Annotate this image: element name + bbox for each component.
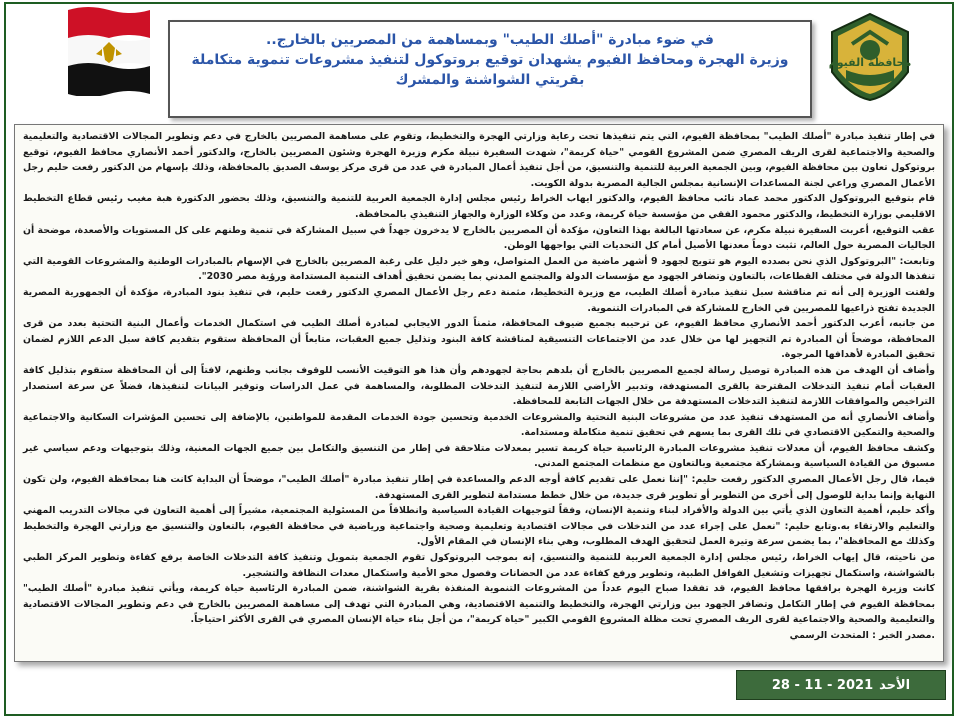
fayoum-governorate-logo-icon [828,10,912,102]
headline-box [168,20,812,118]
article-paragraph: كانت وزيرة الهجرة برافقها محافظ الفيوم، قد تفقدا صباح اليوم عدداً من المشروعات التنموية المنفذة بقرية الشواشنة، ضمن المبادرة الرئاسية حياة كريمة، ويأتي تنفيذ مبادرة "أصلك الطيب" بمحافظة الفيوم في إطار التكامل وتضافر الجهود بين وزارتي الهجرة، والتخطيط والتنمية الاقتصادية، وهي المبادرة التي تهدف إلى مساهمة المصريين بالخارج في دعم وتطوير المجالات الاقتصادية والتعليمية والصحية والاجتماعية لقرى الريف المصري تحت مظلة المشروع القومي الكبير "حياة كريمة"، من أجل بناء حياة الإنسان المصري في القرى الأكثر احتياجاً. [23,583,935,626]
article-paragraph: عقب التوقيع، أعربت السفيرة نبيلة مكرم، عن سعادتها البالغة بهذا التعاون، مؤكدة أن المصريين بالخارج لا يدخرون جهداً في سبيل المشاركة في تنمية وطنهم على كل المستويات والأصعدة، موضحة أن الجاليات المصرية حول العالم، تثبت دوماً معدنها الأصيل أمام كل التحديات التي يواجهها الوطن. [23,224,935,252]
article-paragraph: وأضاف الأنصاري أنه من المستهدف تنفيذ عدد من مشروعات البنية التحتية والمشروعات الخدمية وتحسين جودة الخدمات المقدمة للمواطنين، بالإضافة إلى تحسين المؤشرات السكانية والاجتماعية والصحية والتمكين الاقتصادي في تلك القرى بما يسهم في تحقيق تنمية متكاملة ومستدامة. [23,411,935,439]
article-source: .مصدر الخبر : المتحدث الرسمي [789,630,935,641]
article-paragraph: ولفتت الوزيرة إلى أنه تم مناقشة سبل تنفيذ مبادرة أصلك الطيب، مع وزيرة التخطيط، مثمنة دعم رجل الأعمال المصري الدكتور رفعت حليم، في تنفيذ بنود المبادرة، مؤكدة أن الجمهورية المصرية الجديدة تفتح ذراعيها للمصريين في الخارج للمشاركة في المبادرات التنموية. [23,286,935,314]
article-paragraph: من ناحيته، قال إيهاب الخراط، رئيس مجلس إدارة الجمعية العربية للتنمية والتنسيق، إنه بموجب البروتوكول تقوم الجمعية بتمويل وتنفيذ كافة التدخلات الخاصة برفع كفاءة وتطوير المركز الطبي بالشواشنة، واستكمال تجهيزات وتشغيل الفوافل الطبية، وتطوير ورفع كفاءة عدد من الحضانات وفصول محو الأمية واستكمال معدات النظافة والتشجير. [23,552,935,579]
article-paragraph: وأكد حليم، أهمية التعاون الذي يأتي بين الدولة والأفراد لبناء وتنمية الإنسان، وفقاً لتوجيهات القيادة السياسية وانطلاقاً من المسئولية المجتمعية، مشيراً إلى أهمية التعاون في مجالات التدريب المهني والتعليم والارتقاء به.وتابع حليم: "نعمل على إجراء عدد من التدخلات في مجالات اقتصادية وتعليمية وصحية واجتماعية ورياضية في محافظة الفيوم، بالتعاون والتنسيق مع وزارتي الهجرة والتخطيط وكذلك مع المحافظة"، بما يضمن سرعة وتيرة العمل لتحقيق الهدف المطلوب، وهي بناء الإنسان في المقام الأول. [23,505,935,548]
article-body [14,124,944,662]
article-paragraph: فيما، قال رجل الأعمال المصري الدكتور رفعت حليم: "إننا نعمل على تقديم كافة أوجه الدعم والمساعدة في إطار تنفيذ مبادرة "أصلك الطيب"، موضحاً أن البداية كانت هنا بمحافظة الفيوم، ولن تكون النهاية وإنما بداية للوصول إلى أخرى من التطوير أو تطوير قرى جديدة، من خلال خطط مستدامة لتطوير القرى المستهدفة. [23,474,935,501]
date-day: الأحد [879,677,911,693]
article-paragraph: قام بتوقيع البروتوكول الدكتور محمد عماد نائب محافظ الفيوم، والدكتور ايهاب الخراط رئيس مجلس إدارة الجمعية العربية للتنمية والتنسيق، وذلك بحضور الدكتورة هبة مغيب رئيس قطاع التخطيط الاقليمي بوزارة التخطيط، والدكتور محمود الفقي من مؤسسة حياة كريمة، وعدد من وكلاء الوزارة والجهاز التنفيذي بالمحافظة. [23,193,935,220]
article-paragraph: في إطار تنفيذ مبادرة "أصلك الطيب" بمحافظة الفيوم، التي يتم تنفيذها تحت رعاية وزارتي الهجرة والتخطيط، وتقوم على مساهمة المصريين بالخارج في دعم وتطوير المجالات الاقتصادية والتعليمية والصحية والاجتماعية لقرى الريف المصري ضمن المشروع القومي "حياة كريمة"، شهدت السفيرة نبيلة مكرم وزيرة الهجرة وشئون المصريين بالخارج، والدكتور أحمد الأنصاري محافظ الفيوم، توقيع بروتوكول تعاون بين محافظة الفيوم، وبين الجمعية العربية للتنمية والتنسيق، من أجل تنفيذ أعمال المبادرة في عدد من قرى مركز يوسف الصديق بالمحافظة، وذلك بإسهام من الدكتور رفعت حليم رجل الأعمال المصري وراعي لجنة المساعدات الإنسانية بمجلس الجالية المصرية بدولة الكويت. [23,131,935,189]
headline-line-2: وزيرة الهجرة ومحافظ الفيوم يشهدان توقيع بروتوكول لتنفيذ مشروعات تنموية متكاملة بقريتي الشواشنة والمشرك [191,52,789,88]
article-paragraph: من جانبه، أعرب الدكتور أحمد الأنصاري محافظ الفيوم، عن ترحيبه بجميع ضيوف المحافظة، مثمناً الدور الايجابي لمبادرة أصلك الطيب في استكمال الخدمات وأعمال البنية التحتية بعدد من قرى المحافظة، موضحاً أن المبادرة تم التجهيز لها من خلال عدد من الاجتماعات التنسيقية لمناقشة كافة البنود وتذليل جميع العقبات، متابعاً أن المحافظة ستقوم بتقديم كافة سبل الدعم اللازم لضمان تحقيق المبادرة لأهدافها المرجوة. [23,318,935,361]
logo-text: محافظة الفيوم [828,56,912,69]
article-paragraph: وأضاف أن الهدف من هذه المبادرة توصيل رسالة لجميع المصريين بالخارج أن بلدهم بحاجة لجهودهم وأن هذا هو التوقيت الأنسب للوقوف بجانب وطنهم، لافتاً إلى أن المحافظة ستقوم بتذليل كافة العقبات أمام تنفيذ التدخلات المقترحة بالقرى المستهدفة، وتدبير الأراضي اللازمة لتنفيذ التدخلات المطلوبة، والمساهمة في عمل الدراسات وتوفير البيانات لتنفيذها، فضلاً عن سرعة استصدار التراخيص والموافقات اللازمة لتنفيذ التدخلات المستهدفة من خلال الجهات التابعة للمحافظة. [23,364,935,408]
headline-line-1: في ضوء مبادرة "أصلك الطيب" وبمساهمة من المصريين بالخارج.. [266,32,714,48]
date-bar [736,670,946,700]
article-paragraph: وتابعت: "البروتوكول الذي نحن بصدده اليوم هو تتويج لجهود 9 أشهر ماضية من العمل المتواصل، وهو خير دليل على رغبة المصريين بالخارج في الإسهام بالمبادرات الوطنية والمشروعات القومية التي تنفذها الدولة في مختلف القطاعات، بالتعاون وتضافر الجهود مع مؤسسات الدولة والمجتمع المدني بما يضمن تحقيق أهداف التنمية المستدامة ورؤية مصر 2030". [23,255,936,283]
date-value: 28 - 11 - 2021 [771,677,874,693]
article-paragraph: وكشف محافظ الفيوم، أن معدلات تنفيذ مشروعات المبادرة الرئاسية حياة كريمة تسير بمعدلات متلاحقة في إطار من التنسيق والتكامل بين جميع الجهات المعنية، وذلك بتوجيهات ودعم سياسي غير مسبوق من القيادة السياسية وبمشاركة مجتمعية وبالتعاون مع منظمات المجتمع المدني. [23,442,935,470]
egypt-flag-icon [66,4,152,96]
